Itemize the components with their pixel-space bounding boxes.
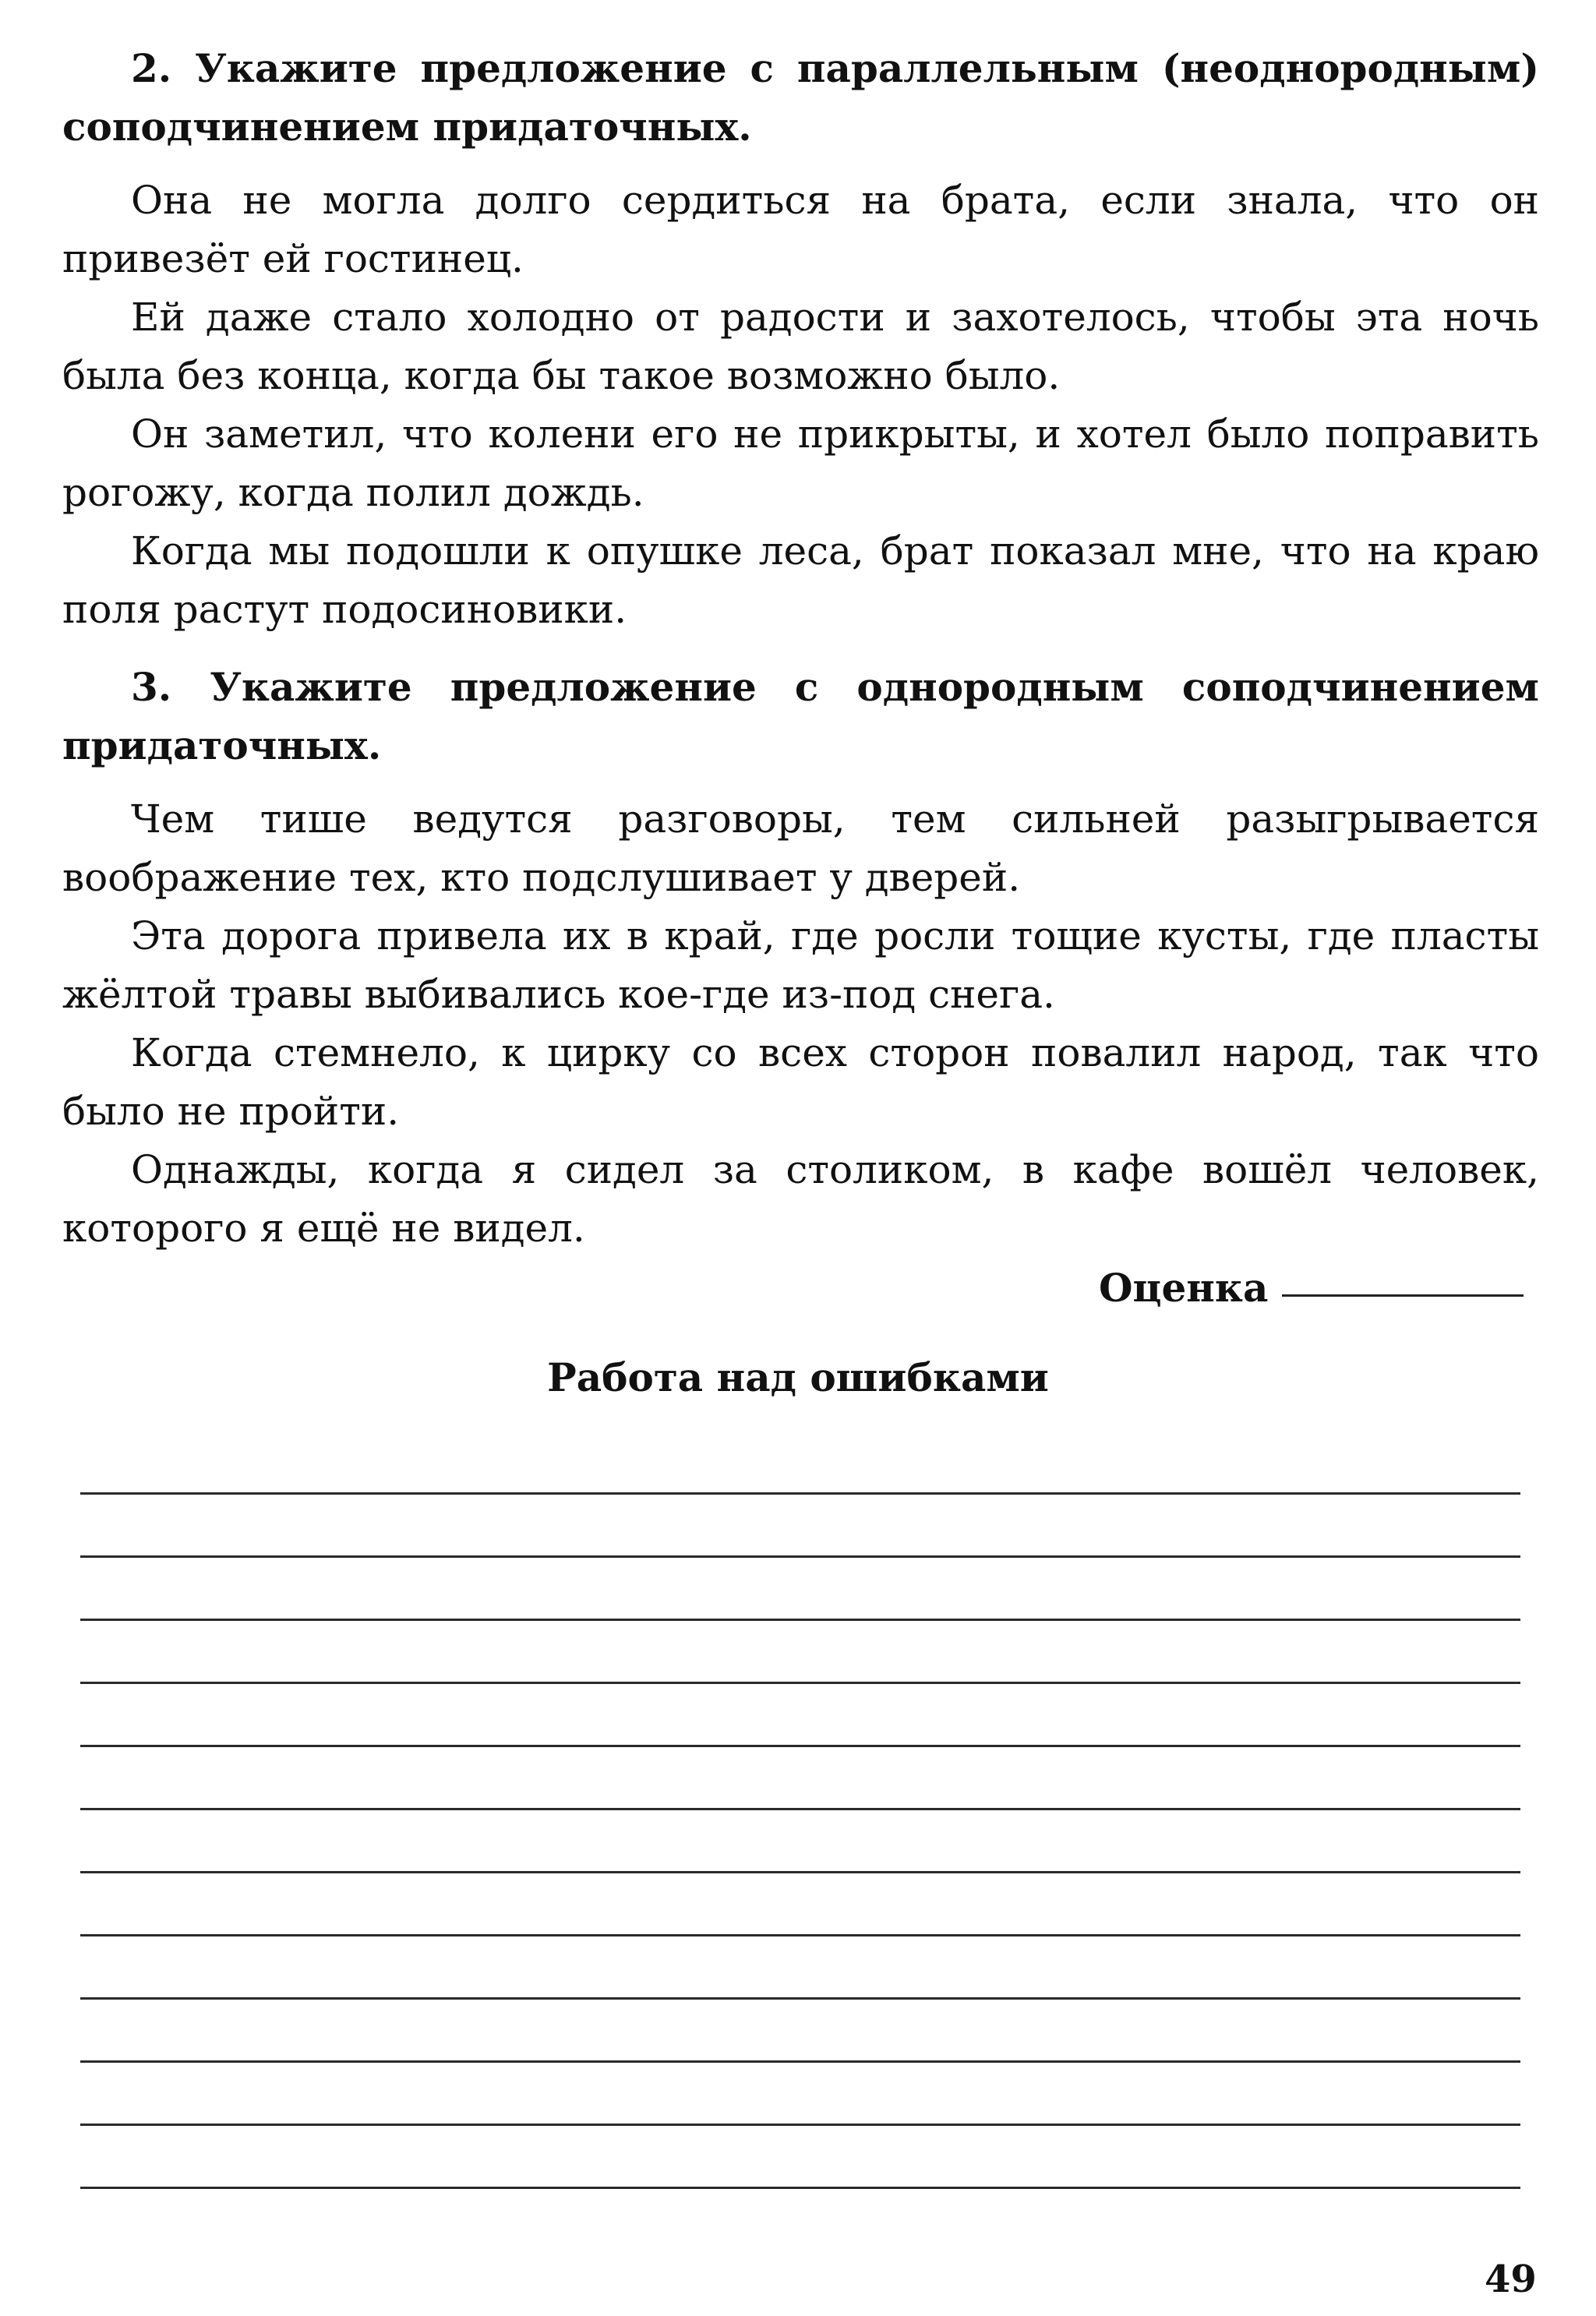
writing-line[interactable]	[80, 1619, 1520, 1621]
page-number: 49	[1485, 2258, 1537, 2301]
task-2	[62, 39, 1539, 639]
writing-line[interactable]	[80, 1492, 1520, 1495]
answer-options	[62, 790, 1539, 1258]
writing-line[interactable]	[80, 1871, 1520, 1873]
worksheet	[62, 39, 1539, 1276]
errors-section-title: Работа над ошибками	[547, 1354, 1049, 1400]
writing-line[interactable]	[80, 2060, 1520, 2063]
writing-line[interactable]	[80, 1682, 1520, 1684]
task-heading: 2. Укажите предложение с параллельным (неоднородным) соподчинением придаточных.	[62, 45, 1539, 150]
answer-option: Эта дорога привела их в край, где росли тощие кусты, где пласты жёлтой травы выбивались кое-где из-под снега.	[62, 913, 1539, 1017]
answer-option: Чем тише ведутся разговоры, тем сильней разыгрывается воображение тех, кто подслушивает у дверей.	[62, 796, 1539, 900]
answer-option: Когда мы подошли к опушке леса, брат показал мне, что на краю поля растут подосиновики.	[62, 528, 1539, 632]
writing-line[interactable]	[80, 1808, 1520, 1810]
task-3	[62, 658, 1539, 1258]
answer-option: Она не могла долго сердиться на брата, если знала, что он привезёт ей гостинец.	[62, 178, 1539, 281]
writing-line[interactable]	[80, 1934, 1520, 1936]
writing-line[interactable]	[80, 2187, 1520, 2189]
grade-blank[interactable]	[1282, 1294, 1524, 1297]
answer-option: Ей даже стало холодно от радости и захотелось, чтобы эта ночь была без конца, когда бы такое возможно было.	[62, 295, 1539, 398]
grade-label: Оценка	[1099, 1265, 1269, 1311]
writing-line[interactable]	[80, 1555, 1520, 1558]
answer-option: Однажды, когда я сидел за столиком, в кафе вошёл человек, которого я ещё не видел.	[62, 1147, 1539, 1251]
grade-field	[1099, 1259, 1524, 1317]
answer-option: Когда стемнело, к цирку со всех сторон повалил народ, так что было не пройти.	[62, 1030, 1539, 1134]
answer-option: Он заметил, что колени его не прикрыты, и хотел было поправить рогожу, когда полил дождь.	[62, 411, 1539, 515]
task-heading: 3. Укажите предложение с однородным соподчинением придаточных.	[62, 664, 1539, 768]
answer-options	[62, 171, 1539, 639]
writing-line[interactable]	[80, 1745, 1520, 1747]
writing-line[interactable]	[80, 2124, 1520, 2126]
writing-line[interactable]	[80, 1997, 1520, 2000]
